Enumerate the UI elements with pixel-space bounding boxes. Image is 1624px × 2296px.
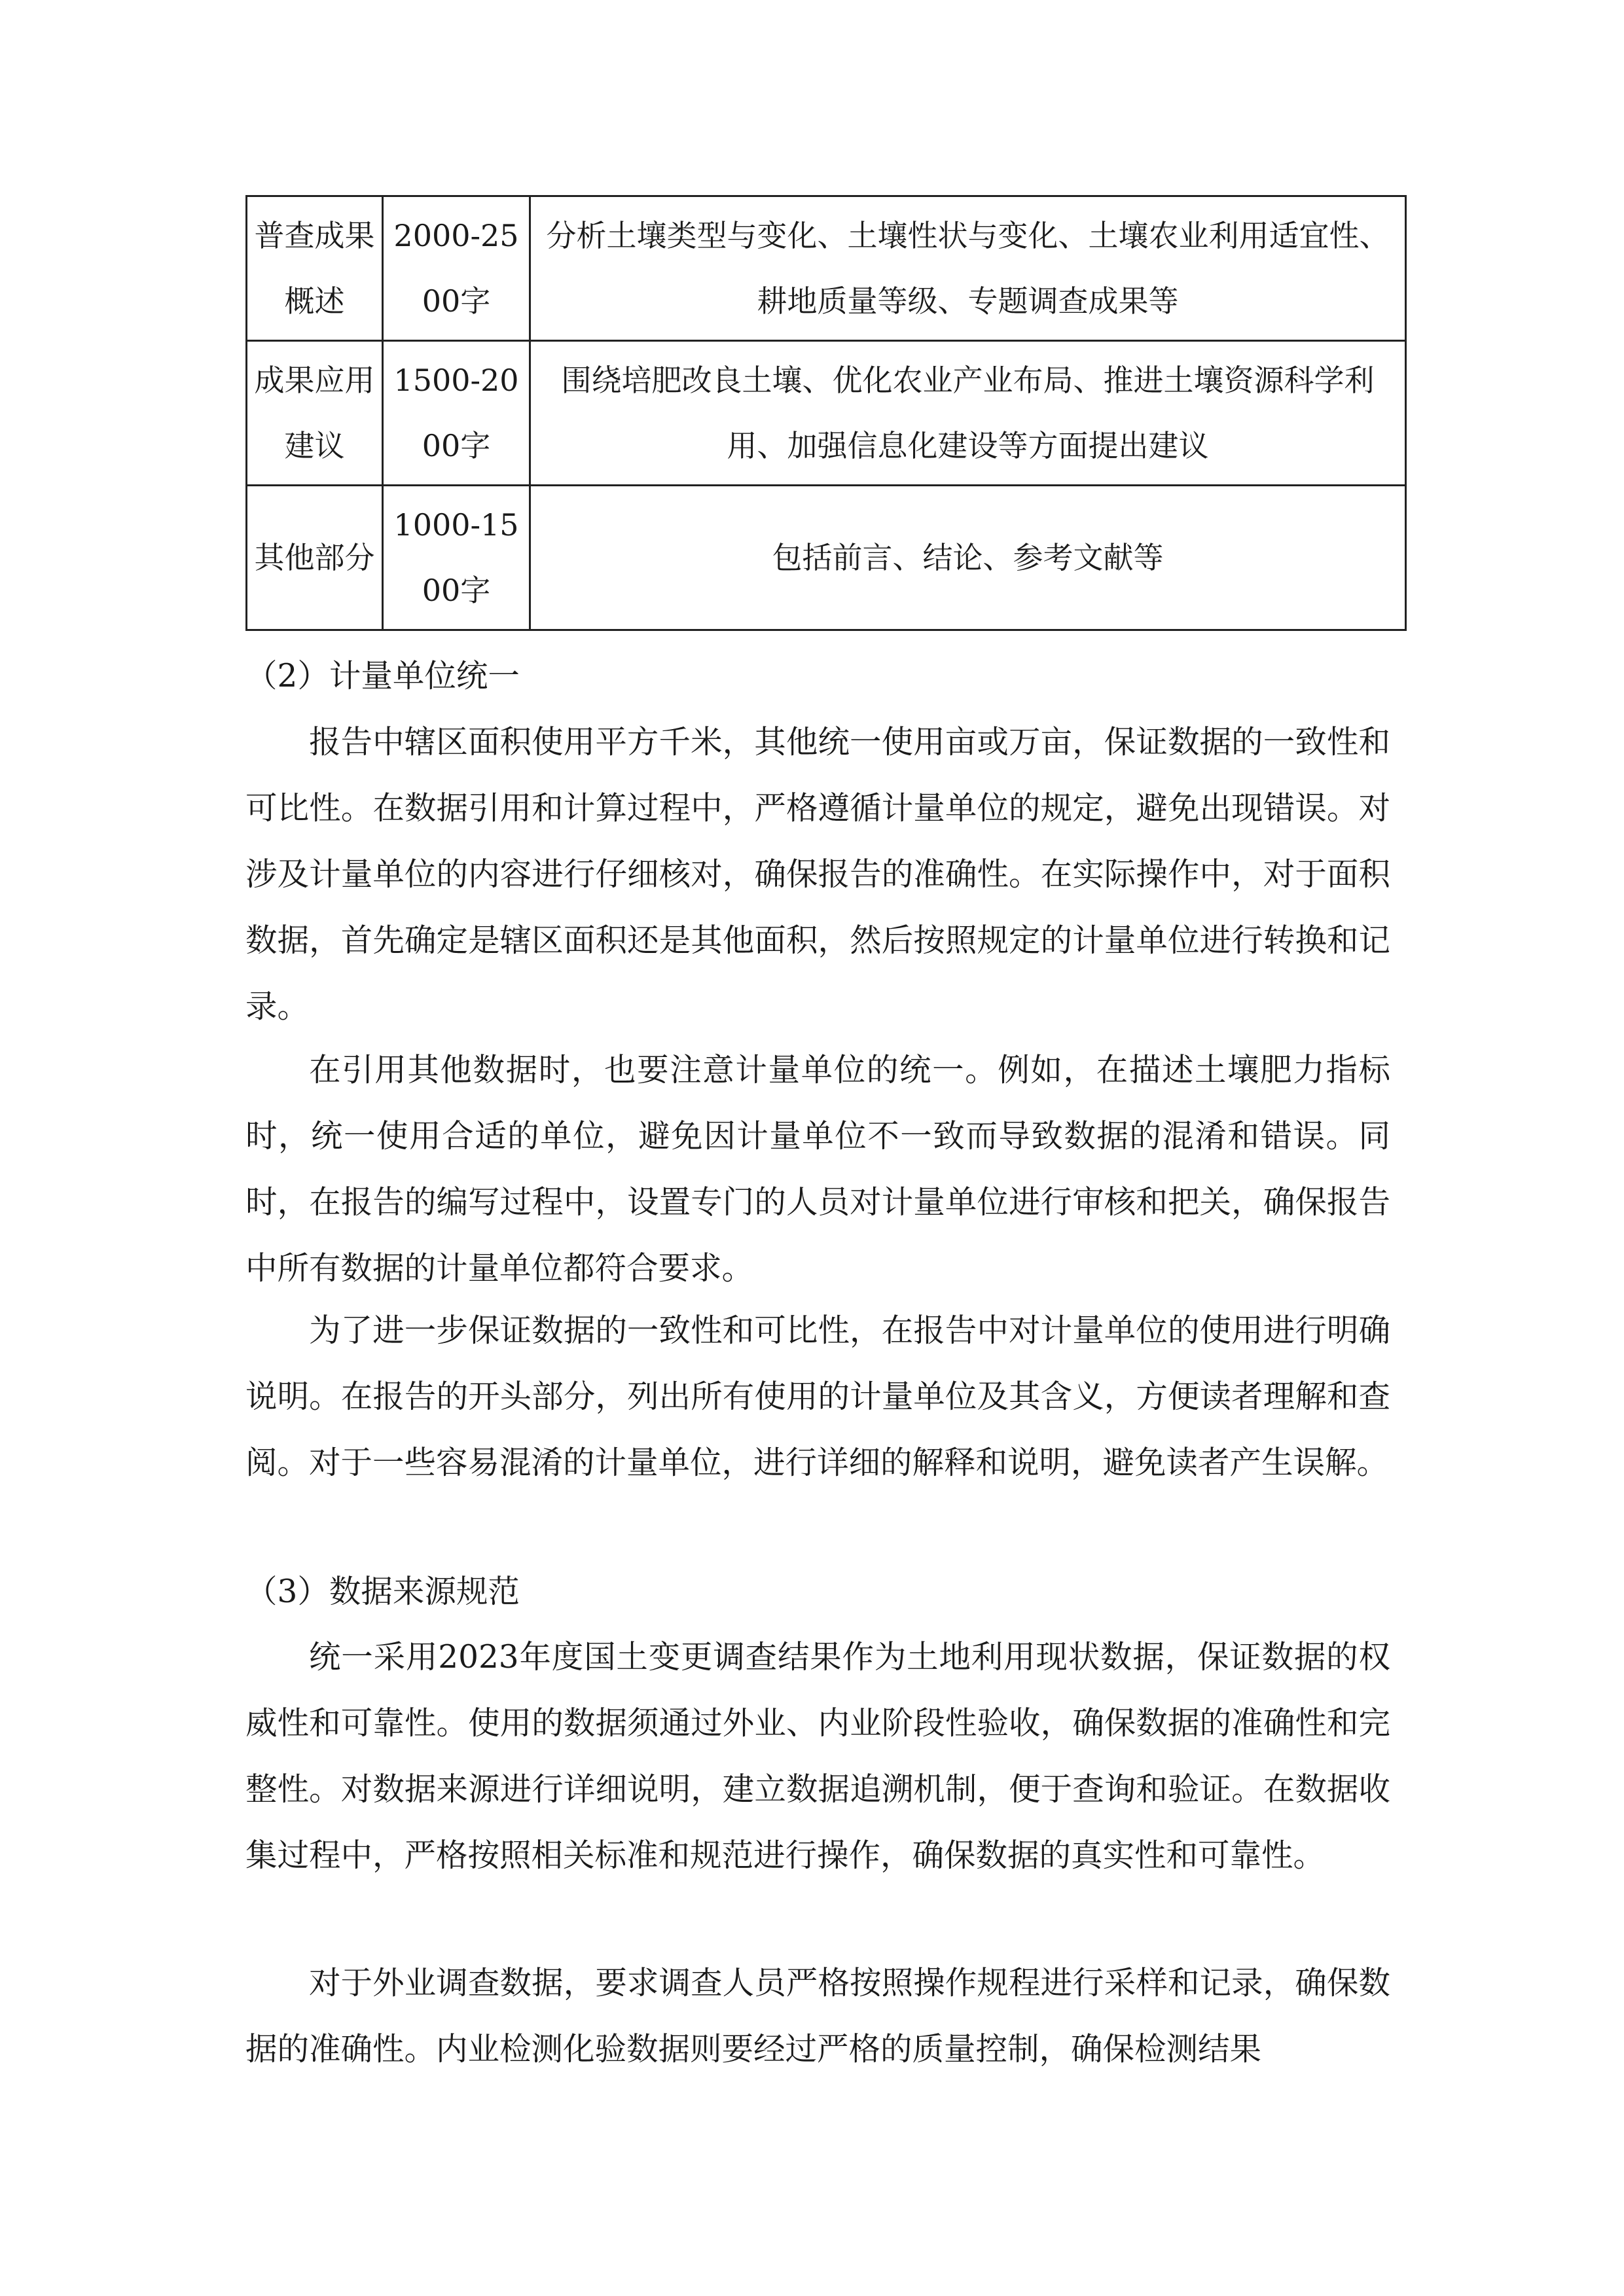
table-row (247, 486, 1406, 630)
table-row (247, 341, 1406, 486)
part-cell: 其他部分 (247, 486, 383, 630)
part-cell: 成果应用建议 (247, 341, 383, 486)
paragraph: 对于外业调查数据，要求调查人员严格按照操作规程进行采样和记录，确保数据的准确性。内业检测化验数据则要经过严格的质量控制，确保检测结果 (245, 1965, 1390, 2068)
content-cell: 包括前言、结论、参考文献等 (530, 486, 1406, 630)
content-cell: 围绕培肥改良土壤、优化农业产业布局、推进土壤资源科学利用、加强信息化建设等方面提出建议 (530, 341, 1406, 486)
content-cell: 分析土壤类型与变化、土壤性状与变化、土壤农业利用适宜性、耕地质量等级、专题调查成果等 (530, 196, 1406, 341)
word-count-cell: 1000-1500字 (383, 486, 530, 630)
word-count-cell: 2000-2500字 (383, 196, 530, 341)
section-heading-units: （2）计量单位统一 (245, 658, 520, 694)
report-outline-table (245, 195, 1407, 631)
paragraph: 统一采用2023年度国土变更调查结果作为土地利用现状数据，保证数据的权威性和可靠性。使用的数据须通过外业、内业阶段性验收，确保数据的准确性和完整性。对数据来源进行详细说明，建立数据追溯机制，便于查询和验证。在数据收集过程中，严格按照相关标准和规范进行操作，确保数据的真实性和可靠性。 (245, 1639, 1390, 1874)
paragraph: 在引用其他数据时，也要注意计量单位的统一。例如，在描述土壤肥力指标时，统一使用合适的单位，避免因计量单位不一致而导致数据的混淆和错误。同时，在报告的编写过程中，设置专门的人员对计量单位进行审核和把关，确保报告中所有数据的计量单位都符合要求。 (245, 1052, 1390, 1287)
table-row (247, 196, 1406, 341)
word-count-cell: 1500-2000字 (383, 341, 530, 486)
part-cell: 普查成果概述 (247, 196, 383, 341)
paragraph: 为了进一步保证数据的一致性和可比性，在报告中对计量单位的使用进行明确说明。在报告的开头部分，列出所有使用的计量单位及其含义，方便读者理解和查阅。对于一些容易混淆的计量单位，进行详细的解释和说明，避免读者产生误解。 (245, 1312, 1390, 1481)
paragraph: 报告中辖区面积使用平方千米，其他统一使用亩或万亩，保证数据的一致性和可比性。在数据引用和计算过程中，严格遵循计量单位的规定，避免出现错误。对涉及计量单位的内容进行仔细核对，确保报告的准确性。在实际操作中，对于面积数据，首先确定是辖区面积还是其他面积，然后按照规定的计量单位进行转换和记录。 (245, 724, 1390, 1025)
section-heading-sources: （3）数据来源规范 (245, 1573, 520, 1610)
